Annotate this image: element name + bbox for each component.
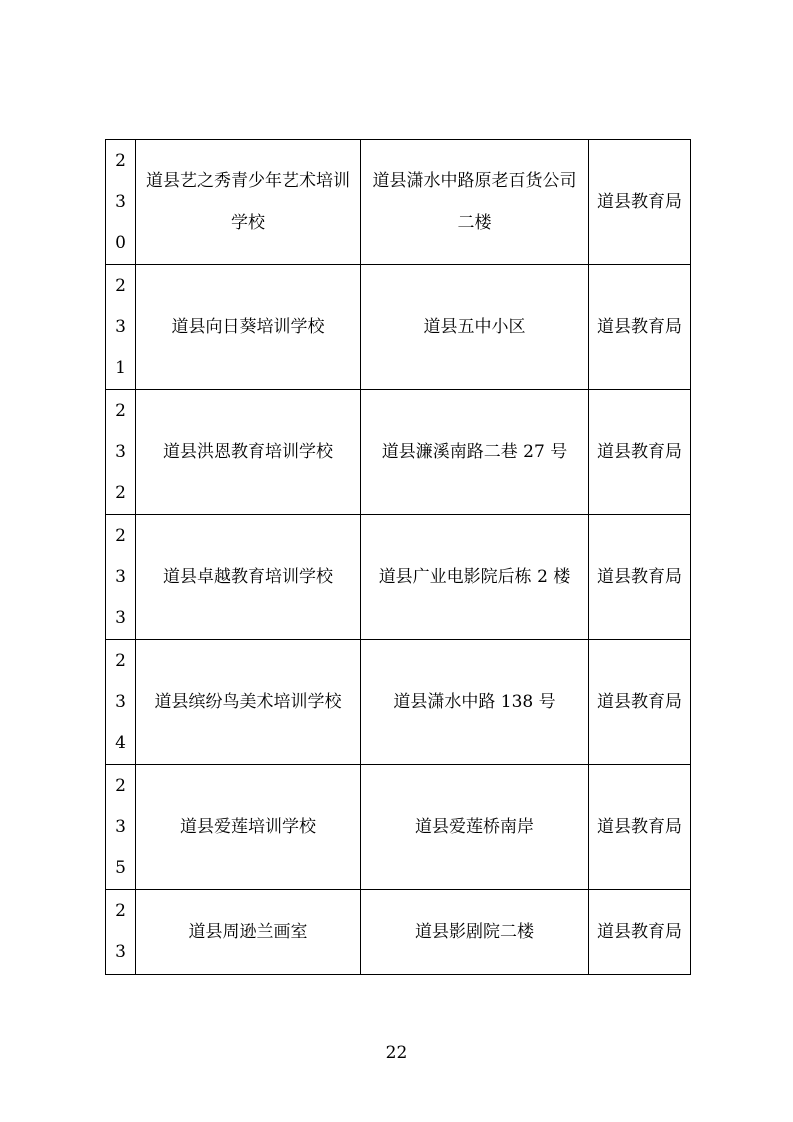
school-name-text: 道县缤纷鸟美术培训学校 bbox=[154, 692, 342, 712]
school-name-text: 道县洪恩教育培训学校 bbox=[163, 442, 333, 462]
row-number-cell bbox=[106, 265, 136, 390]
department-text: 道县教育局 bbox=[597, 442, 682, 462]
row-number-digit: 2 bbox=[115, 901, 126, 921]
row-number-cell bbox=[106, 390, 136, 515]
address-text: 道县爱莲桥南岸 bbox=[415, 817, 534, 837]
row-number-digit: 4 bbox=[115, 732, 126, 753]
school-name-cell bbox=[136, 515, 361, 640]
department-text: 道县教育局 bbox=[597, 922, 682, 942]
school-name-cell bbox=[136, 890, 361, 975]
department-cell bbox=[589, 890, 691, 975]
school-name-text: 道县周逊兰画室 bbox=[188, 922, 308, 942]
row-number-cell bbox=[106, 640, 136, 765]
address-cell bbox=[361, 640, 589, 765]
row-number-cell bbox=[106, 765, 136, 890]
row-number-digit: 3 bbox=[115, 566, 126, 587]
department-cell bbox=[589, 265, 691, 390]
address-cell bbox=[361, 265, 589, 390]
row-number-digit: 2 bbox=[115, 150, 126, 171]
address-text: 道县濂溪南路二巷 27 号 bbox=[381, 442, 568, 462]
school-name-text: 道县向日葵培训学校 bbox=[171, 317, 325, 337]
address-text: 道县五中小区 bbox=[423, 317, 526, 337]
department-cell bbox=[589, 390, 691, 515]
school-name-text: 道县艺之秀青少年艺术培训学校 bbox=[146, 171, 350, 233]
row-number-digit: 2 bbox=[115, 525, 126, 546]
row-number-cell bbox=[106, 890, 136, 975]
address-cell bbox=[361, 390, 589, 515]
row-number-cell bbox=[106, 140, 136, 265]
department-text: 道县教育局 bbox=[597, 317, 682, 337]
address-text: 道县潇水中路原老百货公司二楼 bbox=[372, 171, 577, 233]
school-name-cell bbox=[136, 265, 361, 390]
school-name-cell bbox=[136, 140, 361, 265]
page-number: 22 bbox=[385, 1043, 408, 1063]
department-cell bbox=[589, 140, 691, 265]
table-row bbox=[106, 765, 691, 890]
department-cell bbox=[589, 515, 691, 640]
table-row bbox=[106, 515, 691, 640]
row-number-digit: 2 bbox=[115, 400, 126, 421]
department-text: 道县教育局 bbox=[597, 567, 682, 587]
department-text: 道县教育局 bbox=[597, 192, 682, 212]
department-text: 道县教育局 bbox=[597, 692, 682, 712]
school-name-cell bbox=[136, 640, 361, 765]
row-number-digit: 2 bbox=[115, 275, 126, 296]
schools-table-body bbox=[106, 140, 691, 975]
row-number-digit: 2 bbox=[115, 775, 126, 796]
table-row bbox=[106, 265, 691, 390]
school-name-text: 道县卓越教育培训学校 bbox=[163, 567, 333, 587]
address-text: 道县潇水中路 138 号 bbox=[393, 692, 556, 712]
row-number-digit: 3 bbox=[115, 191, 126, 212]
address-text: 道县广业电影院后栋 2 楼 bbox=[378, 567, 571, 587]
department-cell bbox=[589, 765, 691, 890]
address-cell bbox=[361, 140, 589, 265]
row-number-digit: 3 bbox=[115, 942, 126, 962]
address-cell bbox=[361, 765, 589, 890]
address-cell bbox=[361, 515, 589, 640]
row-number-cell bbox=[106, 515, 136, 640]
address-text: 道县影剧院二楼 bbox=[415, 922, 534, 942]
row-number-digit: 3 bbox=[115, 441, 126, 462]
row-number-digit: 2 bbox=[115, 650, 126, 671]
table-row bbox=[106, 640, 691, 765]
school-name-cell bbox=[136, 765, 361, 890]
row-number-digit: 5 bbox=[115, 857, 126, 878]
department-cell bbox=[589, 640, 691, 765]
schools-table bbox=[105, 139, 691, 975]
department-text: 道县教育局 bbox=[597, 817, 682, 837]
row-number-digit: 3 bbox=[115, 316, 126, 337]
table-row bbox=[106, 140, 691, 265]
row-number-digit: 3 bbox=[115, 816, 126, 837]
table-row bbox=[106, 390, 691, 515]
school-name-text: 道县爱莲培训学校 bbox=[180, 817, 316, 837]
table-row bbox=[106, 890, 691, 975]
row-number-digit: 0 bbox=[115, 232, 126, 253]
row-number-digit: 3 bbox=[115, 607, 126, 628]
row-number-digit: 2 bbox=[115, 482, 126, 503]
row-number-digit: 3 bbox=[115, 691, 126, 712]
row-number-digit: 1 bbox=[115, 357, 126, 378]
address-cell bbox=[361, 890, 589, 975]
school-name-cell bbox=[136, 390, 361, 515]
